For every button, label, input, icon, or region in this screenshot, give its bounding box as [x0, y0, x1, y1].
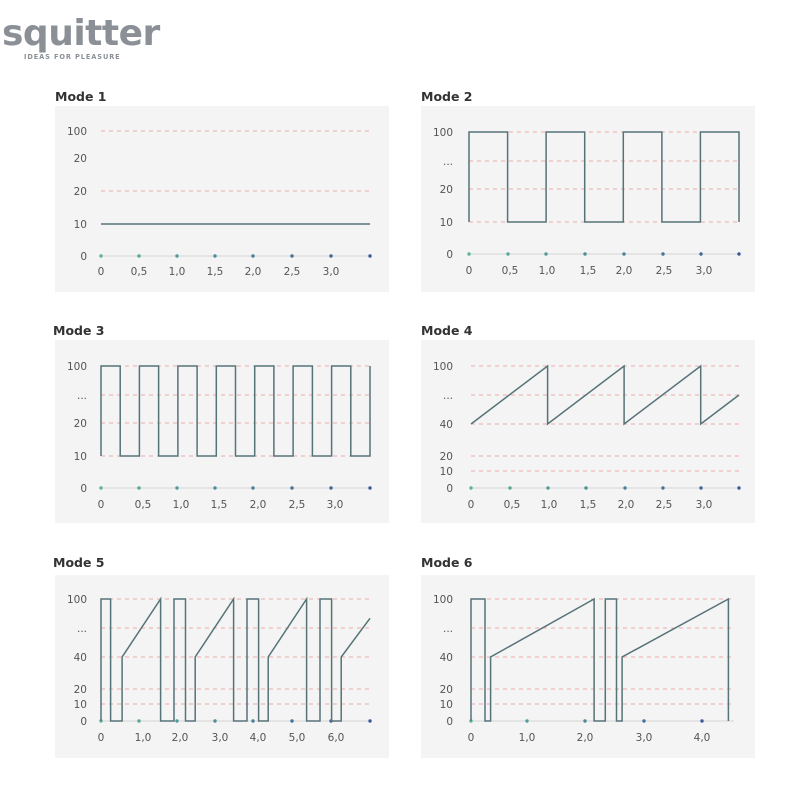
x-tick-label: 0,5	[503, 499, 521, 511]
x-tick-label: 1,0	[172, 499, 190, 511]
axis-dot	[251, 486, 254, 489]
x-tick-label: 3,0	[635, 732, 653, 744]
axis-dot	[99, 254, 102, 257]
mode-1-title: Mode 1	[55, 89, 107, 104]
axis-dot	[213, 486, 216, 489]
mode-2-chart-svg	[421, 106, 755, 292]
signal-line	[101, 599, 370, 721]
x-tick-label: 3,0	[211, 732, 229, 744]
y-tick-label: 0	[80, 483, 87, 495]
x-tick-label: 3,0	[326, 499, 344, 511]
x-tick-label: 4,0	[249, 732, 267, 744]
y-tick-label: 40	[439, 652, 453, 664]
x-tick-label: 3,0	[322, 266, 340, 278]
y-tick-label: 10	[439, 466, 453, 478]
x-tick-label: 0	[97, 499, 105, 511]
axis-dot	[623, 486, 626, 489]
y-tick-label: 0	[446, 249, 453, 261]
x-tick-label: 2,5	[288, 499, 306, 511]
y-tick-label: 20	[73, 153, 87, 165]
axis-dot	[99, 486, 102, 489]
signal-line	[471, 599, 728, 721]
y-tick-label: 20	[439, 684, 453, 696]
axis-dot	[508, 486, 511, 489]
y-tick-label: 10	[73, 219, 87, 231]
axis-dot	[213, 719, 216, 722]
axis-dot	[175, 719, 178, 722]
y-tick-label: 100	[432, 361, 453, 373]
x-tick-label: 5,0	[288, 732, 306, 744]
y-tick-label: ...	[76, 623, 87, 635]
axis-dot	[137, 719, 140, 722]
axis-dot	[329, 486, 332, 489]
x-tick-label: 1,0	[134, 732, 152, 744]
mode-2-chart	[421, 106, 755, 292]
x-tick-label: 1,5	[206, 266, 224, 278]
y-tick-label: 0	[80, 251, 87, 263]
x-tick-label: 1,5	[579, 499, 597, 511]
logo-tagline: IDEAS FOR PLEASURE	[24, 53, 121, 61]
y-tick-label: ...	[442, 156, 453, 168]
x-tick-label: 2,0	[244, 266, 262, 278]
x-tick-label: 2,0	[615, 265, 633, 277]
y-tick-label: 40	[73, 652, 87, 664]
x-tick-label: 4,0	[693, 732, 711, 744]
x-tick-label: 6,0	[327, 732, 345, 744]
x-tick-label: 2,5	[283, 266, 301, 278]
x-tick-label: 2,5	[655, 499, 673, 511]
x-tick-label: 1,0	[538, 265, 556, 277]
x-tick-label: 0	[467, 732, 475, 744]
squitter-logo	[2, 14, 162, 66]
mode-1-chart-svg	[55, 106, 389, 292]
y-tick-label: 10	[439, 217, 453, 229]
x-tick-label: 0	[97, 732, 105, 744]
mode-6-chart	[421, 575, 755, 758]
mode-3-chart-svg	[55, 340, 389, 523]
axis-dot	[544, 252, 547, 255]
x-tick-label: 3,0	[695, 265, 713, 277]
axis-dot	[329, 254, 332, 257]
mode-2-title: Mode 2	[421, 89, 473, 104]
mode-5-chart-svg	[55, 575, 389, 758]
y-tick-label: 0	[80, 716, 87, 728]
y-tick-label: 0	[446, 716, 453, 728]
axis-dot	[737, 252, 740, 255]
y-tick-label: 10	[439, 699, 453, 711]
mode-3-title: Mode 3	[53, 323, 105, 338]
y-tick-label: 20	[439, 451, 453, 463]
y-tick-label: 100	[66, 361, 87, 373]
mode-6-chart-svg	[421, 575, 755, 758]
axis-dot	[546, 486, 549, 489]
axis-dot	[661, 252, 664, 255]
mode-4-chart	[421, 340, 755, 523]
x-tick-label: 0	[97, 266, 105, 278]
x-tick-label: 0,5	[501, 265, 519, 277]
axis-dot	[175, 254, 178, 257]
axis-dot	[368, 254, 371, 257]
axis-dot	[506, 252, 509, 255]
x-tick-label: 1,5	[210, 499, 228, 511]
y-tick-label: 10	[73, 699, 87, 711]
x-tick-label: 2,5	[655, 265, 673, 277]
x-tick-label: 3,0	[695, 499, 713, 511]
signal-line	[469, 132, 739, 222]
axis-dot	[290, 254, 293, 257]
x-tick-label: 0	[467, 499, 475, 511]
y-tick-label: 20	[73, 684, 87, 696]
x-tick-label: 1,0	[518, 732, 536, 744]
signal-line	[101, 366, 370, 456]
y-tick-label: ...	[76, 390, 87, 402]
mode-1-chart	[55, 106, 389, 292]
axis-dot	[622, 252, 625, 255]
mode-5-title: Mode 5	[53, 555, 105, 570]
y-tick-label: 20	[73, 418, 87, 430]
y-tick-label: 20	[439, 184, 453, 196]
y-tick-label: ...	[442, 390, 453, 402]
y-tick-label: 100	[66, 594, 87, 606]
axis-dot	[290, 719, 293, 722]
axis-dot	[583, 252, 586, 255]
x-tick-label: 2,0	[576, 732, 594, 744]
axis-dot	[368, 486, 371, 489]
x-tick-label: 2,0	[617, 499, 635, 511]
x-tick-label: 0,5	[130, 266, 148, 278]
axis-dot	[290, 486, 293, 489]
x-tick-label: 1,0	[168, 266, 186, 278]
y-tick-label: 40	[439, 419, 453, 431]
y-tick-label: 100	[432, 594, 453, 606]
axis-dot	[699, 486, 702, 489]
axis-dot	[583, 719, 586, 722]
axis-dot	[467, 252, 470, 255]
axis-dot	[699, 252, 702, 255]
x-tick-label: 1,5	[579, 265, 597, 277]
x-tick-label: 2,0	[249, 499, 267, 511]
y-tick-label: 100	[66, 126, 87, 138]
axis-dot	[368, 719, 371, 722]
mode-5-chart	[55, 575, 389, 758]
axis-dot	[251, 254, 254, 257]
mode-3-chart	[55, 340, 389, 523]
y-tick-label: 100	[432, 127, 453, 139]
axis-dot	[137, 254, 140, 257]
axis-dot	[251, 719, 254, 722]
y-tick-label: 10	[73, 451, 87, 463]
y-tick-label: 20	[73, 186, 87, 198]
axis-dot	[175, 486, 178, 489]
axis-dot	[737, 486, 740, 489]
mode-4-title: Mode 4	[421, 323, 473, 338]
y-tick-label: ...	[442, 623, 453, 635]
logo-wordmark: squitter	[2, 13, 160, 54]
mode-6-title: Mode 6	[421, 555, 473, 570]
y-tick-label: 0	[446, 483, 453, 495]
mode-4-chart-svg	[421, 340, 755, 523]
axis-dot	[525, 719, 528, 722]
x-tick-label: 1,0	[540, 499, 558, 511]
axis-dot	[700, 719, 703, 722]
axis-dot	[137, 486, 140, 489]
x-tick-label: 0	[465, 265, 473, 277]
axis-dot	[469, 486, 472, 489]
x-tick-label: 2,0	[171, 732, 189, 744]
axis-dot	[584, 486, 587, 489]
x-tick-label: 0,5	[134, 499, 152, 511]
axis-dot	[642, 719, 645, 722]
axis-dot	[661, 486, 664, 489]
axis-dot	[213, 254, 216, 257]
